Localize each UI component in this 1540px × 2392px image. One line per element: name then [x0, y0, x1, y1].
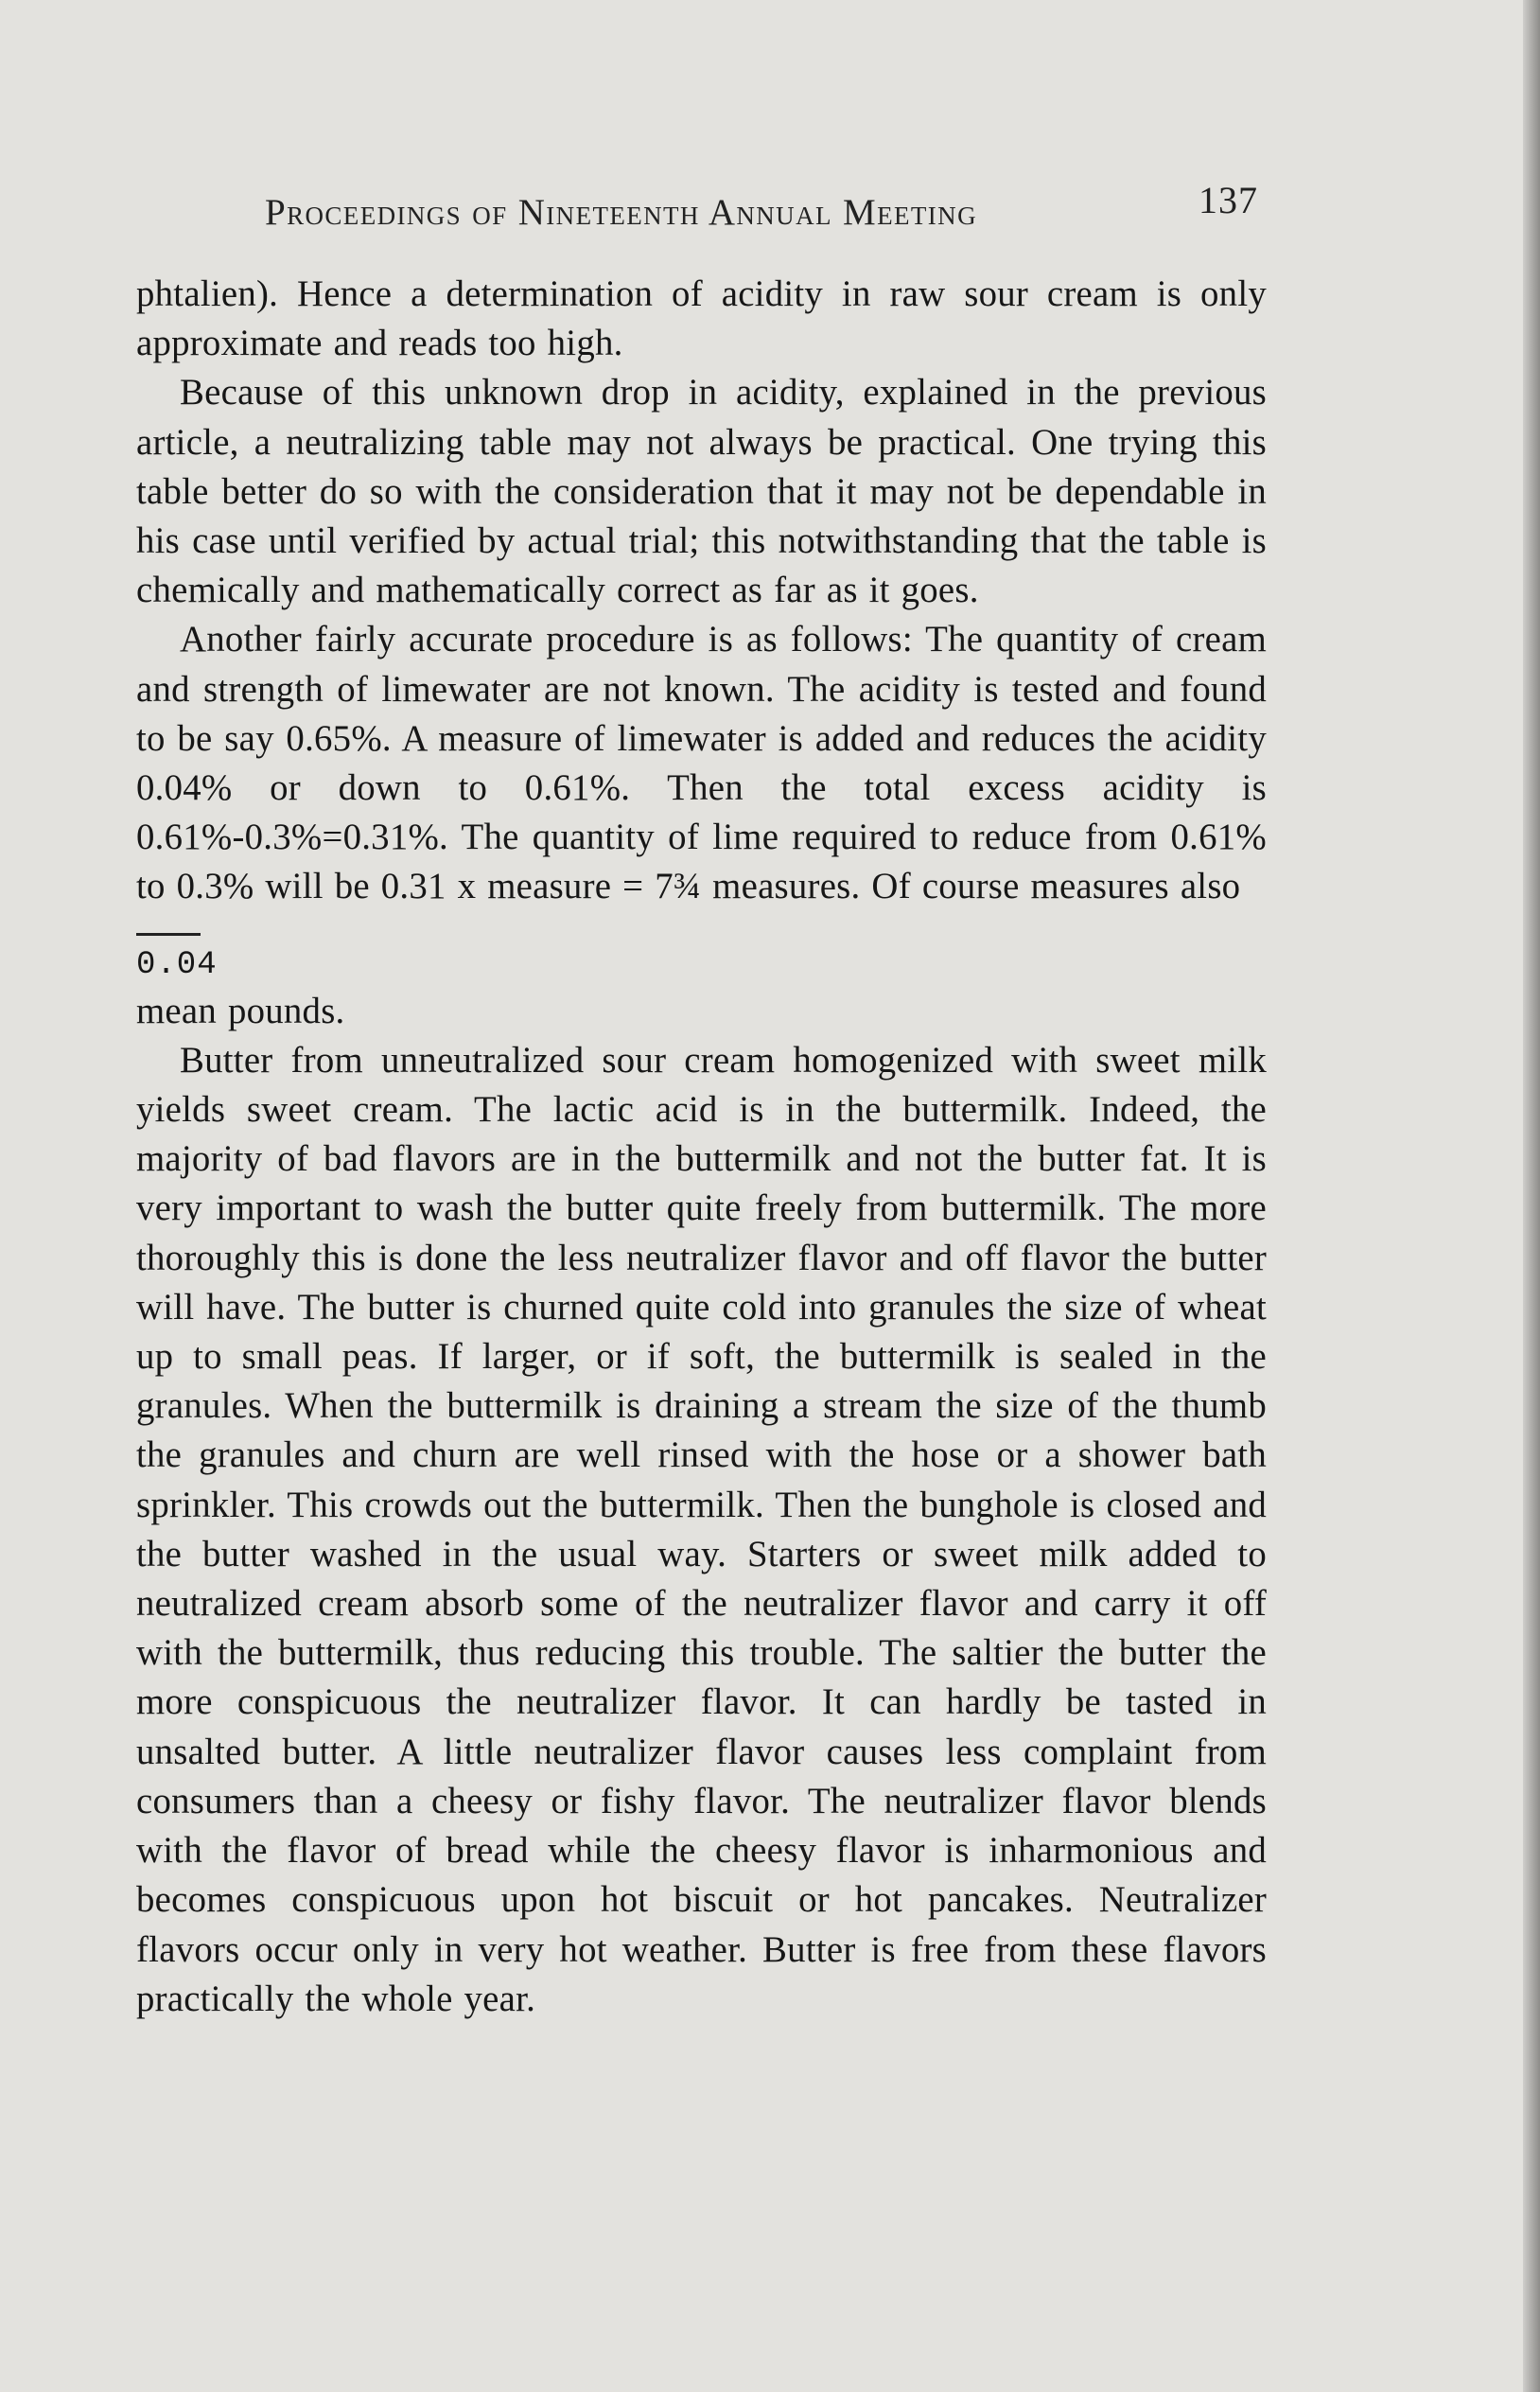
paragraph-4: Butter from unneutralized sour cream homogenized with sweet milk yields sweet cream. The lactic acid is in the buttermilk. Indeed, the majority of bad flavors are in the buttermilk and not the butter fat. It is very important to wash the butter quite freely from buttermilk. The more thoroughly this is done the less neutralizer flavor and off flavor the butter will have. The butter is churned quite cold into granules the size of wheat up to small peas. If larger, or if soft, the buttermilk is sealed in the granules. When the buttermilk is draining a stream the size of the thumb the granules and churn are well rinsed with the hose or a shower bath sprinkler. This crowds out the buttermilk. Then the bunghole is closed and the butter washed in the usual way. Starters or sweet milk added to neutralized cream absorb some of the neutralizer flavor and carry it off with the buttermilk, thus reducing this trouble. The saltier the butter the more conspicuous the neutralizer flavor. It can hardly be tasted in unsalted butter. A little neutralizer flavor causes less complaint from consumers than a cheesy or fishy flavor. The neutralizer flavor blends with the flavor of bread while the cheesy flavor is inharmonious and becomes conspicuous upon hot biscuit or hot pancakes. Neutralizer flavors occur only in very hot weather. Butter is free from these flavors practically the whole year.	[136, 1039, 1267, 2019]
paragraph-3: Another fairly accurate procedure is as follows: The quantity of cream and strength of limewater are not known. The acidity is tested and found to be say 0.65%. A measure of limewater is added and reduces the acidity 0.04% or down to 0.61%. Then the total excess acidity is 0.61%-0.3%=0.31%. The quantity of lime required to reduce from 0.61% to 0.3% will be 0.31 x measure = 7¾ measures. Of course measures also	[136, 619, 1267, 907]
page-edge	[1523, 0, 1540, 2392]
running-head: Proceedings of Nineteenth Annual Meeting	[265, 192, 977, 233]
page-header	[255, 168, 1258, 235]
body-text	[136, 270, 1267, 2024]
fraction-denominator: 0.04	[136, 946, 218, 983]
paragraph-1: phtalien). Hence a determination of acidity in raw sour cream is only approximate and reads too high.	[136, 273, 1267, 364]
page-number: 137	[1199, 179, 1258, 221]
paragraph-2: Because of this unknown drop in acidity, explained in the previous article, a neutralizing table may not always be practical. One trying this table better do so with the consideration that it may not be dependable in his case until verified by actual trial; this notwithstanding that the table is chemically and mathematically correct as far as it goes.	[136, 372, 1267, 611]
paragraph-3-continued: mean pounds.	[136, 990, 345, 1031]
fraction-rule	[136, 933, 201, 936]
